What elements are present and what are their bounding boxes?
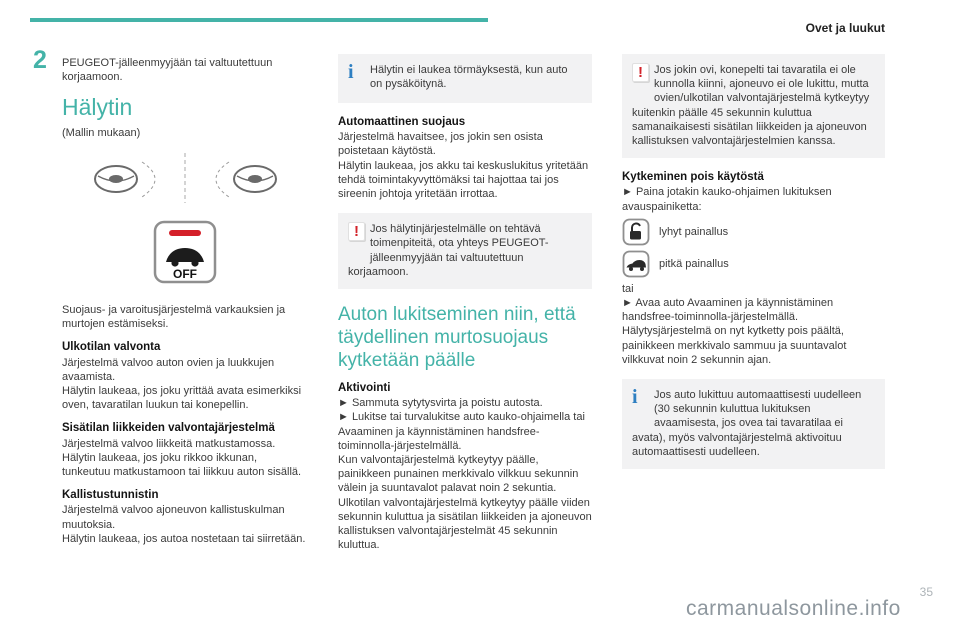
steering-wheel-icon bbox=[78, 149, 293, 207]
subsection-title: Aktivointi bbox=[338, 382, 391, 395]
bullet-item: ► Sammuta sytytysvirta ja poistu autosta. bbox=[338, 397, 543, 410]
short-press-row bbox=[622, 218, 885, 246]
paragraph: Hälytysjärjestelmä on nyt kytketty pois päältä, painikkeen merkkivalo sammuu ja suuntavalot vilkkuvat noin 2 sekunnin ajan. bbox=[622, 325, 847, 366]
icon-label: pitkä painallus bbox=[659, 257, 729, 270]
paragraph: Hälytin laukeaa, jos akku tai keskuslukitus yritetään tehdä toimintakyvyttömäksi tai hajottaa tai jos sireenin johtoja yritetään irrottaa. bbox=[338, 159, 589, 201]
column-1 bbox=[62, 56, 308, 546]
warning-box bbox=[338, 213, 592, 289]
subsection-title: Ulkotilan valvonta bbox=[62, 341, 161, 354]
paragraph: Järjestelmä valvoo auton ovien ja luukkujen avaamista. bbox=[62, 356, 275, 383]
info-text: Hälytin ei laukea törmäyksestä, kun auto on pysäköitynä. bbox=[370, 64, 568, 91]
running-header: Ovet ja luukut bbox=[805, 21, 885, 35]
alarm-off-button-icon bbox=[152, 219, 218, 293]
subsection-title: Kytkeminen pois käytöstä bbox=[622, 171, 764, 184]
column-3 bbox=[622, 52, 885, 481]
off-label: OFF bbox=[173, 266, 197, 281]
warning-icon: ! bbox=[348, 222, 370, 252]
warning-icon: ! bbox=[632, 63, 654, 93]
subsection-title: Sisätilan liikkeiden valvontajärjestelmä bbox=[62, 422, 275, 435]
bullet-item: ► Paina jotakin kauko-ohjaimen lukituksen avauspainiketta: bbox=[622, 186, 832, 213]
bullet-item: ► Avaa auto Avaaminen ja käynnistäminen handsfree-toiminnolla-järjestelmällä. bbox=[622, 297, 834, 324]
variant-note: (Mallin mukaan) bbox=[62, 127, 141, 140]
column-2 bbox=[338, 52, 592, 552]
info-icon: i bbox=[348, 61, 354, 83]
section-heading-halytin: Hälytin bbox=[62, 94, 133, 121]
car-icon bbox=[622, 250, 650, 278]
accent-rule bbox=[30, 18, 488, 22]
unlock-icon bbox=[622, 218, 650, 246]
watermark: carmanualsonline.info bbox=[686, 597, 901, 620]
warning-text: Jos hälytinjärjestelmälle on tehtävä toimenpiteitä, ota yhteys PEUGEOT-jälleenmyyjään tai valtuutettuun korjaamoon. bbox=[348, 223, 549, 278]
figure-caption: Suojaus- ja varoitusjärjestelmä varkauksien ja murtojen estämiseksi. bbox=[62, 304, 286, 331]
warning-text: Jos jokin ovi, konepelti tai tavaratila ei ole kunnolla kiinni, ajoneuvo ei ole lukittu, mutta ovien/ulkotilan valvontajärjestelmä kytkeytyy kuitenkin päälle 45 sekunnin kuluttua samanaikaisesti sisätilan liikkeiden ja ajoneuvon kallistuksen valvontajärjestelmien kanssa. bbox=[632, 64, 870, 148]
paragraph: Järjestelmä valvoo liikkeitä matkustamossa. bbox=[62, 437, 276, 450]
paragraph: Hälytin laukeaa, jos autoa nostetaan tai siirretään. bbox=[62, 532, 306, 545]
subsection-title: Automaattinen suojaus bbox=[338, 116, 466, 128]
page-number: 35 bbox=[919, 585, 933, 599]
paragraph: Järjestelmä havaitsee, jos jokin sen osista poistetaan käytöstä. bbox=[338, 131, 543, 158]
alarm-off-button-figure bbox=[62, 219, 308, 297]
paragraph: Ulkotilan valvontajärjestelmä kytkeytyy päälle viiden sekunnin kuluttua ja sisätilan liikkeiden ja ajoneuvon kallistuksen valvontajärjestelmät 45 sekunnin kuluttua. bbox=[338, 496, 592, 552]
paragraph: Hälytin laukeaa, jos joku rikkoo ikkunan, tunkeutuu matkustamoon tai liikkuu auton sisällä. bbox=[62, 451, 302, 479]
paragraph: Kun valvontajärjestelmä kytkeytyy päälle, painikkeen punainen merkkivalo vilkkuu sekunnin välein ja suuntavalot palavat noin 2 sekuntia. bbox=[338, 454, 579, 495]
chapter-number: 2 bbox=[33, 46, 47, 74]
info-text: Jos auto lukittuu automaattisesti uudelleen (30 sekunnin kuluttua lukituksen avaamisesta, jos ovea tai tavaratilaa ei avata), myös valvontajärjestelmä aktivoituu automaattisesti uudelleen. bbox=[632, 389, 862, 458]
section-heading-lukitseminen: Auton lukitseminen niin, että täydellinen murtosuojaus kytketään päälle bbox=[338, 304, 576, 372]
info-box bbox=[622, 379, 885, 469]
paragraph: Hälytin laukeaa, jos joku yrittää avata esimerkiksi oven, tavaratilan luukun tai konepellin. bbox=[62, 385, 302, 412]
subsection-title: Kallistustunnistin bbox=[62, 489, 159, 502]
bullet-item: ► Lukitse tai turvalukitse auto kauko-ohjaimella tai Avaaminen ja käynnistäminen handsfree-toiminnolla-järjestelmällä. bbox=[338, 411, 585, 452]
info-box bbox=[338, 54, 592, 103]
icon-label: lyhyt painallus bbox=[659, 225, 729, 238]
info-icon: i bbox=[632, 386, 638, 409]
long-press-row bbox=[622, 250, 885, 278]
paragraph: Järjestelmä valvoo ajoneuvon kallistuskulman muutoksia. bbox=[62, 504, 285, 531]
warning-box bbox=[622, 54, 885, 158]
or-text: tai bbox=[622, 282, 634, 295]
interior-monitoring-figure bbox=[62, 149, 308, 211]
paragraph: PEUGEOT-jälleenmyyjään tai valtuutettuun korjaamoon. bbox=[62, 57, 273, 84]
